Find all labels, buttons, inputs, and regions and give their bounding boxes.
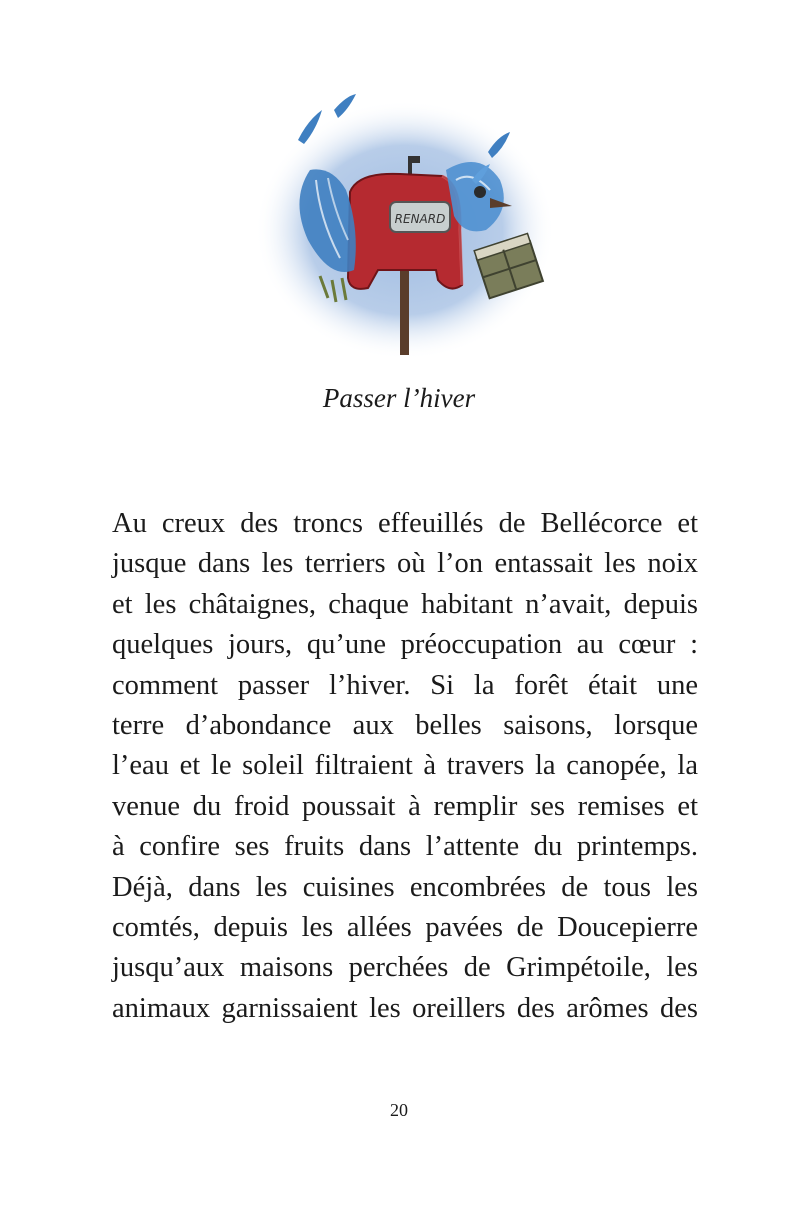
- text-line: terre d’abondance aux belles saisons, lorsque: [112, 709, 698, 741]
- body-text: [112, 504, 698, 1029]
- text-line: venue du froid poussait à remplir ses remises et: [112, 790, 698, 822]
- text-line: à confire ses fruits dans l’attente du printemps.: [112, 831, 698, 863]
- chapter-illustration: [250, 80, 560, 365]
- page-number: 20: [390, 1100, 408, 1120]
- mailbox-name: RENARD: [394, 212, 446, 226]
- text-line: comtés, depuis les allées pavées de Doucepierre: [112, 911, 698, 943]
- text-line: quelques jours, qu’une préoccupation au cœur :: [112, 629, 698, 661]
- mailbox-illustration: [250, 80, 560, 365]
- chapter-title: Passer l’hiver: [322, 383, 476, 413]
- text-line: jusqu’aux maisons perchées de Grimpétoile, les: [112, 952, 698, 984]
- text-line: et les châtaignes, chaque habitant n’avait, depuis: [112, 588, 698, 620]
- text-line: jusque dans les terriers où l’on entassait les noix: [112, 548, 698, 580]
- text-line: l’eau et le soleil filtraient à travers la canopée, la: [112, 750, 698, 782]
- text-line: Déjà, dans les cuisines encombrées de tous les: [112, 871, 698, 903]
- text-line: Au creux des troncs effeuillés de Bellécorce et: [112, 508, 698, 539]
- text-line: animaux garnissaient les oreillers des arômes des: [112, 992, 698, 1024]
- text-line: comment passer l’hiver. Si la forêt était une: [112, 669, 698, 701]
